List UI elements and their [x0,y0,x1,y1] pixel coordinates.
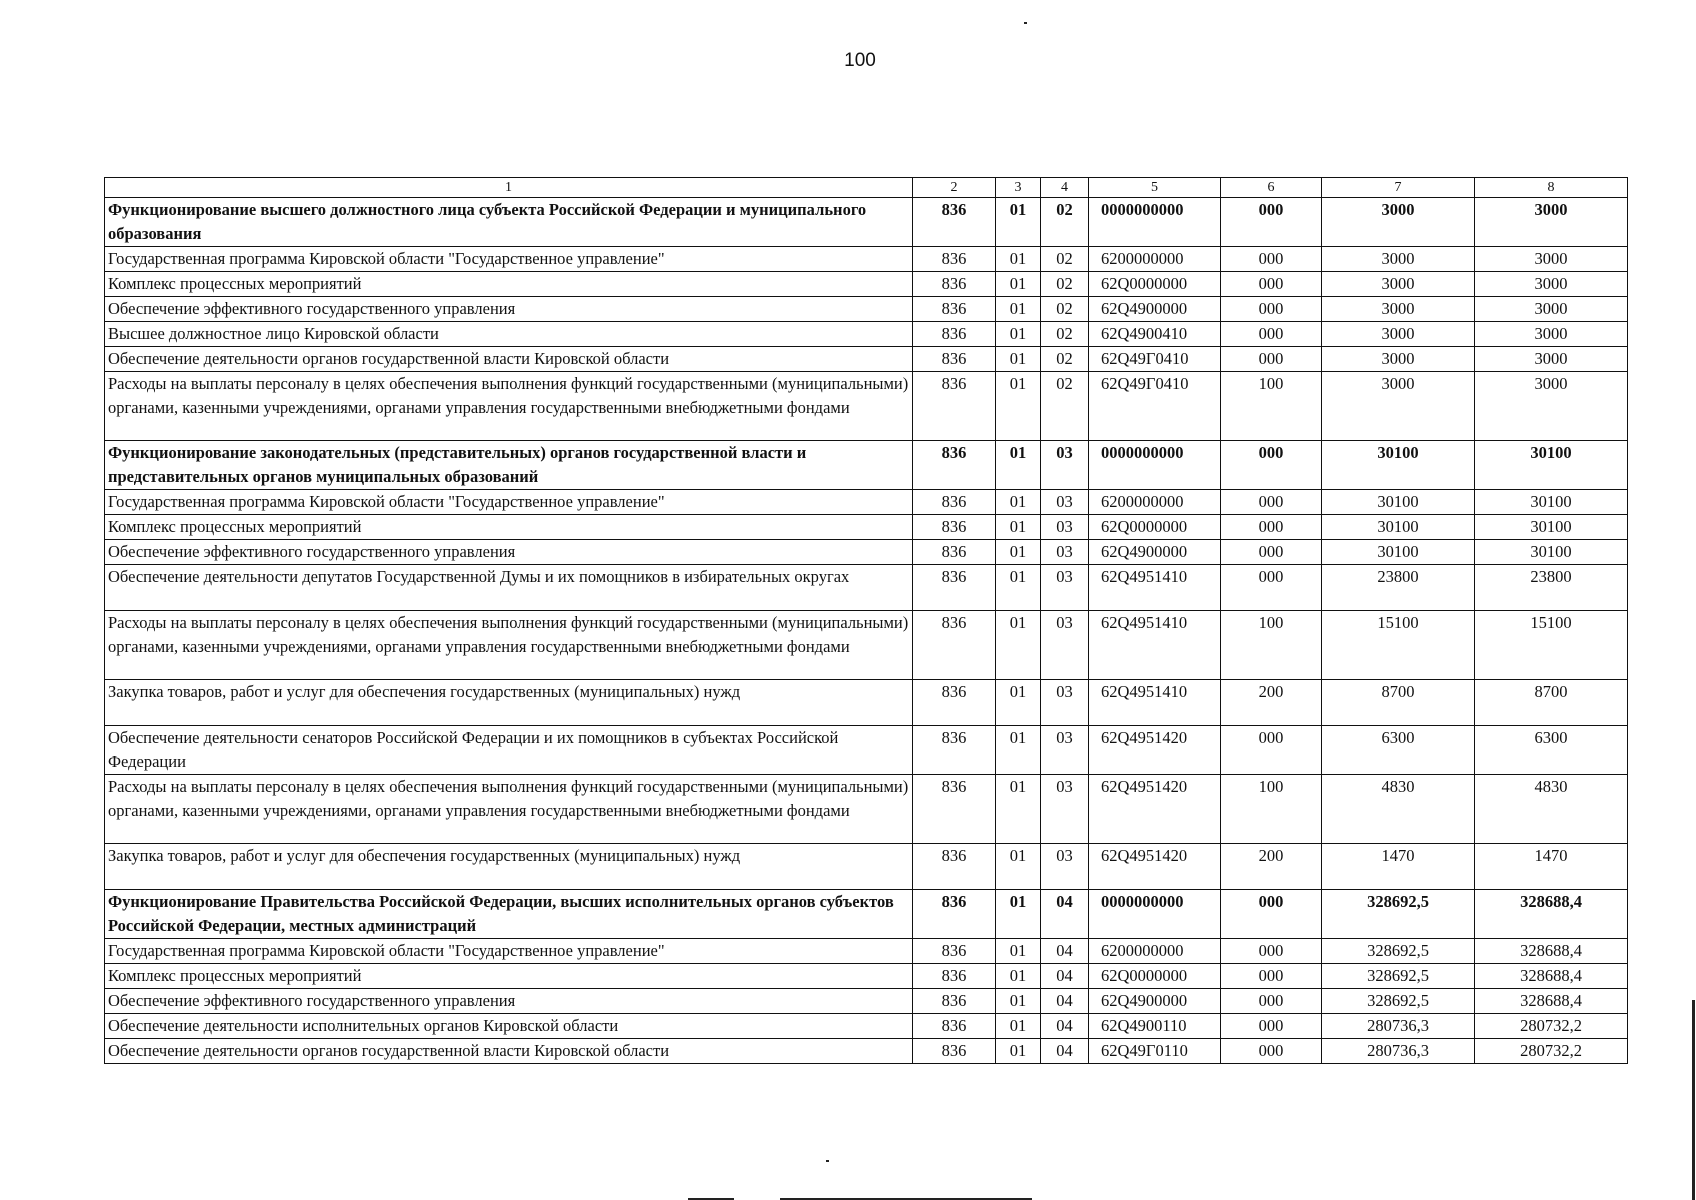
row-name-cell: Обеспечение деятельности органов государственной власти Кировской области [105,1038,913,1063]
row-section-cell: 01 [996,297,1041,322]
row-amount-2-cell: 30100 [1475,539,1628,564]
row-section-cell: 01 [996,539,1041,564]
row-name-cell: Обеспечение деятельности исполнительных органов Кировской области [105,1013,913,1038]
row-subsection-cell: 04 [1041,988,1089,1013]
row-subsection-cell: 02 [1041,247,1089,272]
row-expense-type-cell: 000 [1221,564,1322,610]
row-grbs-cell: 836 [913,297,996,322]
row-amount-2-cell: 328688,4 [1475,988,1628,1013]
row-subsection-cell: 03 [1041,679,1089,725]
row-section-cell: 01 [996,889,1041,938]
row-target-article-cell: 62Q4951420 [1089,774,1221,843]
row-subsection-cell: 02 [1041,372,1089,441]
row-subsection-cell: 03 [1041,489,1089,514]
row-section-cell: 01 [996,440,1041,489]
row-name-cell: Обеспечение эффективного государственного управления [105,539,913,564]
row-section-cell: 01 [996,489,1041,514]
row-name-cell: Обеспечение эффективного государственного управления [105,297,913,322]
row-amount-1-cell: 23800 [1322,564,1475,610]
header-cell: 1 [105,178,913,198]
row-amount-1-cell: 8700 [1322,679,1475,725]
row-subsection-cell: 04 [1041,1038,1089,1063]
row-expense-type-cell: 100 [1221,372,1322,441]
row-subsection-cell: 02 [1041,198,1089,247]
row-subsection-cell: 02 [1041,297,1089,322]
row-amount-2-cell: 280732,2 [1475,1038,1628,1063]
row-target-article-cell: 62Q4951410 [1089,679,1221,725]
row-subsection-cell: 04 [1041,938,1089,963]
table-row [105,1013,1628,1038]
row-section-cell: 01 [996,198,1041,247]
row-target-article-cell: 0000000000 [1089,198,1221,247]
row-expense-type-cell: 000 [1221,1013,1322,1038]
row-grbs-cell: 836 [913,564,996,610]
row-amount-2-cell: 30100 [1475,489,1628,514]
row-section-cell: 01 [996,247,1041,272]
row-amount-2-cell: 3000 [1475,198,1628,247]
row-grbs-cell: 836 [913,440,996,489]
row-expense-type-cell: 000 [1221,938,1322,963]
row-target-article-cell: 62Q0000000 [1089,272,1221,297]
table-row [105,843,1628,889]
row-expense-type-cell: 100 [1221,774,1322,843]
row-subsection-cell: 04 [1041,1013,1089,1038]
row-target-article-cell: 62Q0000000 [1089,963,1221,988]
row-section-cell: 01 [996,322,1041,347]
row-section-cell: 01 [996,514,1041,539]
table-row [105,938,1628,963]
row-name-cell: Обеспечение деятельности депутатов Государственной Думы и их помощников в избирательных округах [105,564,913,610]
header-cell: 2 [913,178,996,198]
header-cell: 6 [1221,178,1322,198]
row-expense-type-cell: 000 [1221,1038,1322,1063]
row-grbs-cell: 836 [913,843,996,889]
row-grbs-cell: 836 [913,610,996,679]
row-target-article-cell: 0000000000 [1089,440,1221,489]
row-subsection-cell: 04 [1041,963,1089,988]
table-row [105,514,1628,539]
row-amount-2-cell: 280732,2 [1475,1013,1628,1038]
table-row [105,679,1628,725]
table-header-row [105,178,1628,198]
table-row [105,725,1628,774]
row-target-article-cell: 62Q4951410 [1089,610,1221,679]
row-amount-1-cell: 3000 [1322,272,1475,297]
table-row [105,489,1628,514]
row-expense-type-cell: 000 [1221,198,1322,247]
row-section-cell: 01 [996,564,1041,610]
row-amount-1-cell: 30100 [1322,514,1475,539]
row-expense-type-cell: 000 [1221,297,1322,322]
row-amount-2-cell: 3000 [1475,297,1628,322]
row-amount-1-cell: 328692,5 [1322,889,1475,938]
row-amount-1-cell: 30100 [1322,489,1475,514]
row-expense-type-cell: 000 [1221,988,1322,1013]
row-amount-1-cell: 280736,3 [1322,1013,1475,1038]
row-expense-type-cell: 100 [1221,610,1322,679]
budget-table [104,177,1628,1064]
row-expense-type-cell: 200 [1221,843,1322,889]
row-grbs-cell: 836 [913,198,996,247]
row-subsection-cell: 02 [1041,347,1089,372]
row-section-cell: 01 [996,938,1041,963]
scan-artifact-edge [1692,1000,1695,1200]
row-expense-type-cell: 000 [1221,272,1322,297]
row-target-article-cell: 62Q4900000 [1089,297,1221,322]
row-amount-2-cell: 3000 [1475,272,1628,297]
row-grbs-cell: 836 [913,514,996,539]
table-row [105,963,1628,988]
row-grbs-cell: 836 [913,679,996,725]
row-name-cell: Расходы на выплаты персоналу в целях обеспечения выполнения функций государственными (муниципальными) органами, казенными учреждениями, органами управления государственными внебюджетными фондами [105,774,913,843]
row-amount-1-cell: 15100 [1322,610,1475,679]
row-amount-2-cell: 3000 [1475,322,1628,347]
row-subsection-cell: 03 [1041,725,1089,774]
row-name-cell: Комплекс процессных мероприятий [105,514,913,539]
row-amount-1-cell: 3000 [1322,322,1475,347]
header-cell: 4 [1041,178,1089,198]
row-amount-1-cell: 3000 [1322,247,1475,272]
row-name-cell: Обеспечение эффективного государственного управления [105,988,913,1013]
page-number: 100 [844,50,876,71]
row-name-cell: Функционирование высшего должностного лица субъекта Российской Федерации и муниципального образования [105,198,913,247]
row-target-article-cell: 62Q4951420 [1089,725,1221,774]
row-name-cell: Государственная программа Кировской области "Государственное управление" [105,247,913,272]
row-amount-2-cell: 4830 [1475,774,1628,843]
row-subsection-cell: 03 [1041,564,1089,610]
table-row [105,272,1628,297]
row-section-cell: 01 [996,725,1041,774]
table-row [105,610,1628,679]
row-name-cell: Функционирование законодательных (представительных) органов государственной власти и представительных органов муниципальных образований [105,440,913,489]
table-row [105,440,1628,489]
scan-artifact-mark [1024,22,1027,24]
row-grbs-cell: 836 [913,725,996,774]
row-name-cell: Расходы на выплаты персоналу в целях обеспечения выполнения функций государственными (муниципальными) органами, казенными учреждениями, органами управления государственными внебюджетными фондами [105,372,913,441]
row-section-cell: 01 [996,679,1041,725]
row-subsection-cell: 02 [1041,322,1089,347]
row-target-article-cell: 6200000000 [1089,489,1221,514]
row-expense-type-cell: 200 [1221,679,1322,725]
row-amount-1-cell: 328692,5 [1322,938,1475,963]
row-amount-1-cell: 3000 [1322,297,1475,322]
row-expense-type-cell: 000 [1221,440,1322,489]
row-expense-type-cell: 000 [1221,247,1322,272]
table-row [105,372,1628,441]
row-expense-type-cell: 000 [1221,539,1322,564]
table-row [105,774,1628,843]
row-section-cell: 01 [996,1013,1041,1038]
row-section-cell: 01 [996,963,1041,988]
row-name-cell: Комплекс процессных мероприятий [105,963,913,988]
row-grbs-cell: 836 [913,372,996,441]
row-subsection-cell: 03 [1041,843,1089,889]
row-grbs-cell: 836 [913,539,996,564]
row-target-article-cell: 62Q4900000 [1089,988,1221,1013]
row-grbs-cell: 836 [913,489,996,514]
row-grbs-cell: 836 [913,774,996,843]
row-amount-1-cell: 3000 [1322,198,1475,247]
row-amount-1-cell: 3000 [1322,372,1475,441]
row-amount-2-cell: 6300 [1475,725,1628,774]
row-target-article-cell: 62Q49Г0410 [1089,372,1221,441]
header-cell: 7 [1322,178,1475,198]
row-name-cell: Закупка товаров, работ и услуг для обеспечения государственных (муниципальных) нужд [105,843,913,889]
row-amount-2-cell: 23800 [1475,564,1628,610]
row-name-cell: Функционирование Правительства Российской Федерации, высших исполнительных органов субъектов Российской Федерации, местных администраций [105,889,913,938]
row-section-cell: 01 [996,843,1041,889]
row-expense-type-cell: 000 [1221,322,1322,347]
header-cell: 8 [1475,178,1628,198]
row-name-cell: Закупка товаров, работ и услуг для обеспечения государственных (муниципальных) нужд [105,679,913,725]
row-target-article-cell: 62Q49Г0110 [1089,1038,1221,1063]
row-target-article-cell: 62Q0000000 [1089,514,1221,539]
row-expense-type-cell: 000 [1221,489,1322,514]
row-amount-2-cell: 328688,4 [1475,889,1628,938]
row-amount-2-cell: 15100 [1475,610,1628,679]
row-grbs-cell: 836 [913,347,996,372]
table-row [105,889,1628,938]
row-section-cell: 01 [996,610,1041,679]
row-amount-1-cell: 328692,5 [1322,963,1475,988]
row-section-cell: 01 [996,272,1041,297]
table-row [105,988,1628,1013]
row-target-article-cell: 62Q4900110 [1089,1013,1221,1038]
row-amount-1-cell: 328692,5 [1322,988,1475,1013]
table-row [105,564,1628,610]
scan-artifact-mark [826,1160,829,1162]
row-target-article-cell: 62Q4951420 [1089,843,1221,889]
row-amount-2-cell: 3000 [1475,347,1628,372]
table-row [105,347,1628,372]
row-subsection-cell: 02 [1041,272,1089,297]
table-row [105,539,1628,564]
row-name-cell: Государственная программа Кировской области "Государственное управление" [105,938,913,963]
row-subsection-cell: 03 [1041,440,1089,489]
row-amount-2-cell: 8700 [1475,679,1628,725]
row-target-article-cell: 62Q49Г0410 [1089,347,1221,372]
row-amount-2-cell: 328688,4 [1475,938,1628,963]
row-grbs-cell: 836 [913,1013,996,1038]
row-amount-1-cell: 30100 [1322,440,1475,489]
table-row [105,247,1628,272]
row-amount-2-cell: 30100 [1475,514,1628,539]
row-amount-1-cell: 280736,3 [1322,1038,1475,1063]
row-grbs-cell: 836 [913,247,996,272]
row-name-cell: Высшее должностное лицо Кировской области [105,322,913,347]
row-name-cell: Расходы на выплаты персоналу в целях обеспечения выполнения функций государственными (муниципальными) органами, казенными учреждениями, органами управления государственными внебюджетными фондами [105,610,913,679]
table-row [105,198,1628,247]
table-row [105,297,1628,322]
table-row [105,1038,1628,1063]
row-expense-type-cell: 000 [1221,514,1322,539]
row-expense-type-cell: 000 [1221,889,1322,938]
row-subsection-cell: 03 [1041,774,1089,843]
row-subsection-cell: 03 [1041,610,1089,679]
row-grbs-cell: 836 [913,322,996,347]
row-grbs-cell: 836 [913,889,996,938]
row-target-article-cell: 0000000000 [1089,889,1221,938]
header-cell: 5 [1089,178,1221,198]
row-name-cell: Обеспечение деятельности органов государственной власти Кировской области [105,347,913,372]
row-section-cell: 01 [996,372,1041,441]
row-expense-type-cell: 000 [1221,963,1322,988]
row-amount-2-cell: 3000 [1475,372,1628,441]
row-grbs-cell: 836 [913,963,996,988]
row-amount-1-cell: 4830 [1322,774,1475,843]
row-expense-type-cell: 000 [1221,725,1322,774]
row-grbs-cell: 836 [913,1038,996,1063]
row-target-article-cell: 62Q4900000 [1089,539,1221,564]
row-subsection-cell: 03 [1041,514,1089,539]
table-row [105,322,1628,347]
row-subsection-cell: 04 [1041,889,1089,938]
row-amount-1-cell: 6300 [1322,725,1475,774]
row-target-article-cell: 6200000000 [1089,938,1221,963]
row-amount-1-cell: 30100 [1322,539,1475,564]
row-amount-2-cell: 328688,4 [1475,963,1628,988]
row-section-cell: 01 [996,1038,1041,1063]
row-section-cell: 01 [996,347,1041,372]
row-target-article-cell: 62Q4900410 [1089,322,1221,347]
row-name-cell: Обеспечение деятельности сенаторов Российской Федерации и их помощников в субъектах Российской Федерации [105,725,913,774]
row-section-cell: 01 [996,988,1041,1013]
row-subsection-cell: 03 [1041,539,1089,564]
row-amount-1-cell: 1470 [1322,843,1475,889]
row-expense-type-cell: 000 [1221,347,1322,372]
row-target-article-cell: 62Q4951410 [1089,564,1221,610]
row-amount-2-cell: 1470 [1475,843,1628,889]
row-amount-2-cell: 3000 [1475,247,1628,272]
row-amount-2-cell: 30100 [1475,440,1628,489]
row-name-cell: Комплекс процессных мероприятий [105,272,913,297]
row-amount-1-cell: 3000 [1322,347,1475,372]
header-cell: 3 [996,178,1041,198]
row-grbs-cell: 836 [913,272,996,297]
row-name-cell: Государственная программа Кировской области "Государственное управление" [105,489,913,514]
row-grbs-cell: 836 [913,988,996,1013]
row-section-cell: 01 [996,774,1041,843]
row-target-article-cell: 6200000000 [1089,247,1221,272]
row-grbs-cell: 836 [913,938,996,963]
